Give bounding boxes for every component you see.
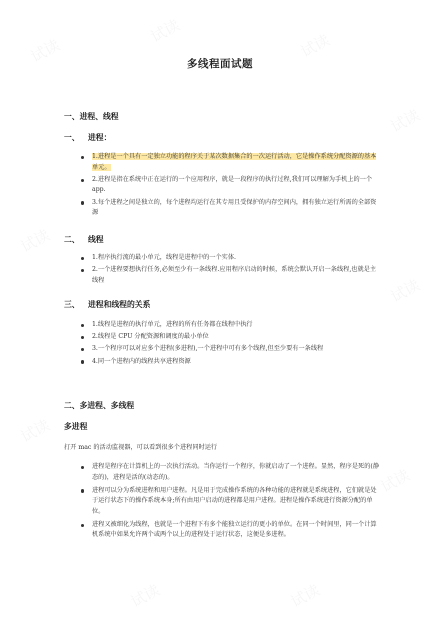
list-item: 2.一个进程要想执行任务,必须至少有一条线程.应用程序启动的时候，系统会默认开启一条线程,也就是主线程 xyxy=(82,265,382,286)
section-heading-multi: 二、多进程、多线程 xyxy=(64,401,135,410)
list-item: 4.同一个进程内的线程共享进程资源 xyxy=(82,357,382,368)
watermark: 试读 xyxy=(387,275,423,306)
list-item: 1.程序执行流的最小单元，线程是进程中的一个实体. xyxy=(82,253,382,264)
page-title: 多线程面试题 xyxy=(187,58,253,70)
subsection-heading-relation xyxy=(64,299,150,310)
watermark: 试读 xyxy=(127,580,163,611)
watermark: 试读 xyxy=(377,465,413,496)
subsection-label: 进程： xyxy=(88,133,112,142)
list-item: 3.一个程序可以对应多个进程(多进程),一个进程中可有多个线程,但至少要有一条线程 xyxy=(82,344,382,355)
relation-list xyxy=(82,320,382,369)
list-item: 2.进程是指在系统中正在运行的一个应用程序，就是一段程序的执行过程,我们可以理解为手机上的一个 app. xyxy=(82,175,382,196)
subsection-heading-process xyxy=(64,132,111,143)
watermark: 试读 xyxy=(287,580,323,611)
list-item xyxy=(82,152,382,173)
subsection-heading-multiprocess: 多进程 xyxy=(64,422,88,431)
subsection-number: 一、 xyxy=(64,133,80,142)
subsection-label: 线程 xyxy=(88,235,104,244)
watermark: 试读 xyxy=(17,415,53,446)
section-heading-process-thread: 一、进程、线程 xyxy=(64,112,119,121)
subsection-number: 二、 xyxy=(64,235,80,244)
list-item: 2.线程是 CPU 分配资源和调度的最小单位 xyxy=(82,332,382,343)
process-list xyxy=(82,152,382,220)
intro-text: 打开 mac 的活动监视器，可以看到很多个进程同时运行 xyxy=(64,444,218,451)
watermark: 试读 xyxy=(147,15,183,46)
watermark: 试读 xyxy=(297,30,333,61)
subsection-heading-thread xyxy=(64,234,104,245)
watermark: 试读 xyxy=(387,105,423,136)
list-item: 3.每个进程之间是独立的，每个进程均运行在其专用且受保护的内存空间内，拥有独立运行所需的全部资源 xyxy=(82,198,382,219)
watermark: 试读 xyxy=(27,35,63,66)
watermark: 试读 xyxy=(17,225,53,256)
multiprocess-list xyxy=(82,462,382,543)
list-item: 1.线程是进程的执行单元，进程的所有任务都在线程中执行 xyxy=(82,320,382,331)
list-item: 进程可以分为系统进程和用户进程。凡是用于完成操作系统的各种功能的进程就是系统进程，它们就是处于运行状态下的操作系统本身;所有由用户启动的进程都是用户进程。进程是操作系统进行资源分配的单位。 xyxy=(82,486,382,518)
subsection-number: 三、 xyxy=(64,300,80,309)
thread-list xyxy=(82,253,382,288)
highlighted-text: 1.进程是一个具有一定独立功能的程序关于某次数据集合的一次运行活动，它是操作系统分配资源的基本单元。 xyxy=(92,153,377,171)
subsection-label: 进程和线程的关系 xyxy=(88,300,151,309)
list-item: 进程又被细化为线程，也就是一个进程下有多个能独立运行的更小的单位。在同一个时间里，同一个计算机系统中如果允许两个或两个以上的进程处于运行状态，这便是多进程。 xyxy=(82,520,382,541)
list-item: 进程是程序在计算机上的一次执行活动。当你运行一个程序，你就启动了一个进程。显然，程序是死的(静态的)，进程是活的(动态的)。 xyxy=(82,462,382,483)
